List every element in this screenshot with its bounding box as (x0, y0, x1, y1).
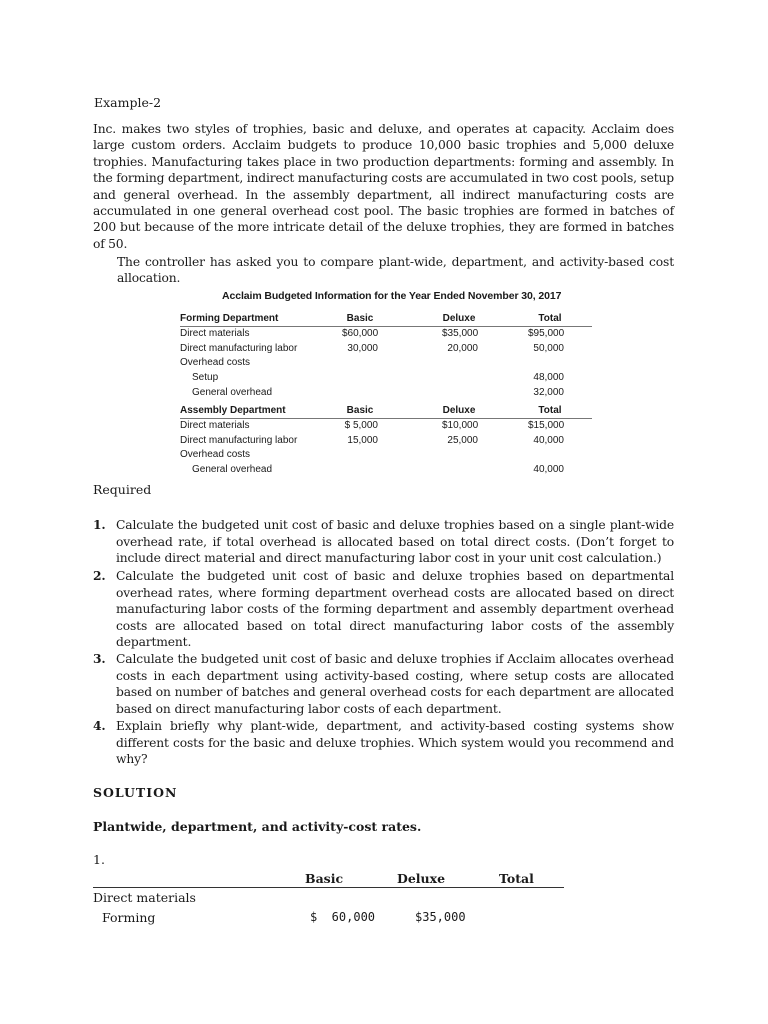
deluxe-value: 25,000 (447, 435, 478, 446)
basic-value: 15,000 (347, 435, 378, 446)
forming-department-heading: Forming Department (180, 313, 279, 324)
row-label: General overhead (192, 464, 273, 475)
requirement-item (93, 568, 674, 651)
total-value: 40,000 (533, 435, 564, 446)
basic-value: $ 5,000 (344, 420, 378, 431)
requirement-text: Calculate the budgeted unit cost of basic and deluxe trophies based on departmental overhead rates, where forming department overhead costs are allocated based on direct manufacturing labor costs of the forming department and assembly department overhead costs are allocated based on total direct manufacturing labor costs of the assembly department. (116, 569, 674, 650)
requirement-text: Explain briefly why plant-wide, department, and activity-based costing systems show different costs for the basic and deluxe trophies. Which system would you recommend and why? (116, 719, 674, 767)
requirement-number: 1. (93, 517, 106, 532)
assembly-basic-heading: Basic (346, 405, 374, 416)
requirement-item (93, 651, 674, 717)
table-row (180, 387, 592, 402)
row-label: Direct materials (180, 328, 250, 339)
assembly-total-heading: Total (538, 405, 562, 416)
solution-forming-basic-value: $ 60,000 (310, 910, 376, 924)
requirement-item (93, 517, 674, 567)
solution-forming-label: Forming (102, 910, 156, 925)
deluxe-value: $35,000 (442, 328, 479, 339)
row-label: General overhead (192, 387, 273, 398)
solution-header-rule (93, 887, 564, 888)
example-title: Example-2 (94, 95, 162, 110)
total-value: $15,000 (528, 420, 565, 431)
required-heading: Required (93, 482, 152, 497)
solution-total-heading: Total (499, 871, 534, 886)
total-value: 32,000 (533, 387, 564, 398)
forming-total-heading: Total (538, 313, 562, 324)
total-value: 48,000 (533, 372, 564, 383)
basic-value: $60,000 (342, 328, 379, 339)
forming-header-rule (180, 326, 592, 327)
solution-subheading: Plantwide, department, and activity-cost rates. (93, 819, 422, 834)
total-value: $95,000 (528, 328, 565, 339)
row-label: Direct manufacturing labor (180, 343, 298, 354)
requirement-item (93, 718, 674, 768)
table-row (180, 343, 592, 358)
solution-heading: SOLUTION (93, 785, 178, 800)
deluxe-value: 20,000 (447, 343, 478, 354)
table-row (180, 328, 592, 343)
total-value: 40,000 (533, 464, 564, 475)
forming-basic-heading: Basic (346, 313, 374, 324)
solution-basic-heading: Basic (305, 871, 344, 886)
requirement-number: 4. (93, 718, 106, 733)
deluxe-value: $10,000 (442, 420, 479, 431)
part-number: 1. (93, 852, 105, 867)
table-row (180, 464, 592, 479)
intro-paragraph: Inc. makes two styles of trophies, basic and deluxe, and operates at capacity. Acclaim does large custom orders. Acclaim budgets to produce 10,000 basic trophies and 5,000 deluxe trophies. Manufacturing takes place in two production departments: forming and assembly. In the forming department, indirect manufacturing costs are accumulated in two cost pools, setup and general overhead. In the assembly department, all indirect manufacturing costs are accumulated in one general overhead cost pool. The basic trophies are formed in batches of 200 but because of the more intricate detail of the deluxe trophies, they are formed in batches of 50. (93, 122, 674, 251)
row-label: Overhead costs (180, 449, 251, 460)
forming-deluxe-heading: Deluxe (442, 313, 476, 324)
solution-forming-deluxe-value: $35,000 (415, 910, 466, 924)
requirement-text: Calculate the budgeted unit cost of basic and deluxe trophies based on a single plant-wide overhead rate, if total overhead is allocated based on total direct costs. (Don’t forget to include direct material and direct manufacturing labor cost in your unit cost calculation.) (116, 518, 674, 566)
assembly-deluxe-heading: Deluxe (442, 405, 476, 416)
row-label: Overhead costs (180, 357, 251, 368)
requirement-number: 2. (93, 568, 106, 583)
table-row (180, 435, 592, 450)
row-label: Setup (192, 372, 219, 383)
basic-value: 30,000 (347, 343, 378, 354)
row-label: Direct manufacturing labor (180, 435, 298, 446)
row-label: Direct materials (180, 420, 250, 431)
requirement-text: Calculate the budgeted unit cost of basic and deluxe trophies if Acclaim allocates overhead costs in each department using activity-based costing, where setup costs are allocated based on number of batches and general overhead costs for each department are allocated based on direct manufacturing labor costs of each department. (116, 652, 674, 716)
budget-table-title: Acclaim Budgeted Information for the Year Ended November 30, 2017 (222, 290, 562, 302)
controller-paragraph: The controller has asked you to compare plant-wide, department, and activity-based cost allocation. (117, 255, 674, 286)
table-row (180, 449, 592, 464)
assembly-header-rule (180, 418, 592, 419)
table-row (180, 372, 592, 387)
total-value: 50,000 (533, 343, 564, 354)
table-row (180, 420, 592, 435)
requirement-number: 3. (93, 651, 106, 666)
solution-direct-materials-label: Direct materials (93, 890, 196, 905)
table-row (180, 357, 592, 372)
assembly-department-heading: Assembly Department (180, 405, 286, 416)
solution-deluxe-heading: Deluxe (397, 871, 446, 886)
